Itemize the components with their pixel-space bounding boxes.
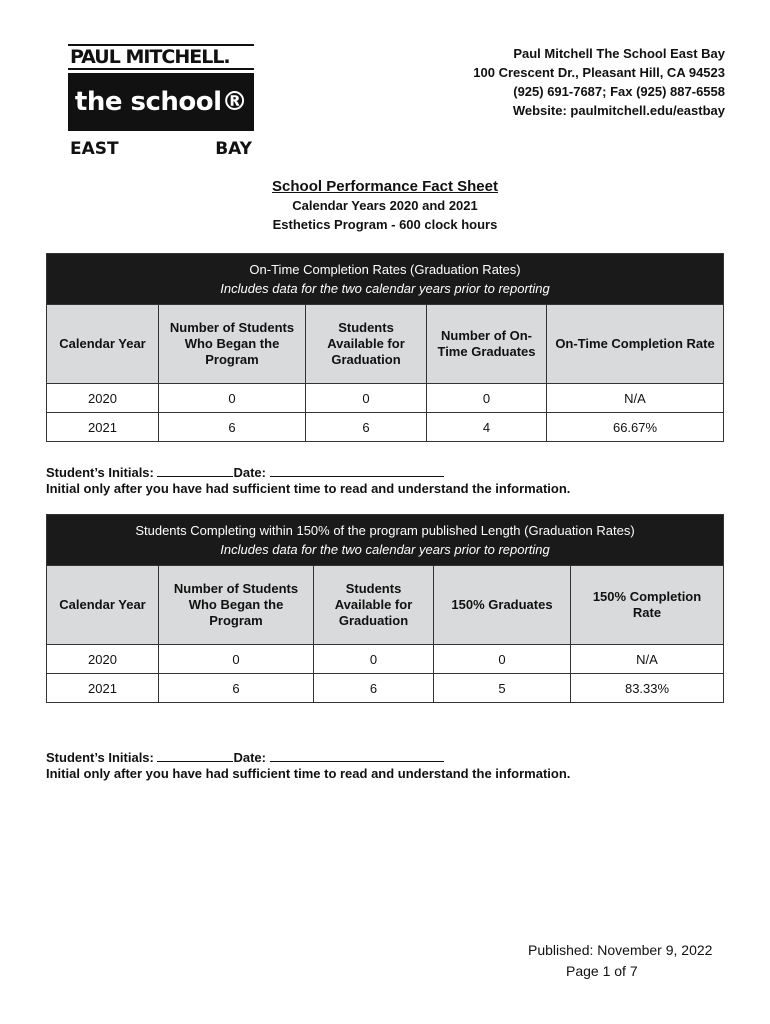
table-cell: 0 xyxy=(306,384,427,413)
date-label: Date: xyxy=(233,465,266,480)
table-row xyxy=(47,384,724,413)
table-cell: 6 xyxy=(159,413,306,442)
completion-150-table xyxy=(46,514,724,703)
logo-school-box xyxy=(68,73,254,131)
address-website: Website: paulmitchell.edu/eastbay xyxy=(512,103,725,118)
initials-note: Initial only after you have had sufficient time to read and understand the information. xyxy=(46,766,571,781)
table-banner xyxy=(47,254,724,305)
table-banner xyxy=(47,515,724,566)
column-header: Calendar Year xyxy=(47,305,159,384)
logo-location xyxy=(68,139,254,159)
table-cell: N/A xyxy=(571,645,724,674)
table-cell: 66.67% xyxy=(547,413,724,442)
logo-location-east: EAST xyxy=(70,139,119,159)
address-phone: (925) 691-7687; Fax (925) 887-6558 xyxy=(513,84,725,99)
table-banner-title: Students Completing within 150% of the program published Length (Graduation Rates) xyxy=(135,523,635,538)
on-time-completion-table xyxy=(46,253,724,442)
table-cell: 2020 xyxy=(47,645,159,674)
calendar-years: Calendar Years 2020 and 2021 xyxy=(292,198,478,213)
column-header: On-Time Completion Rate xyxy=(547,305,724,384)
initials-label: Student’s Initials: xyxy=(46,750,154,765)
logo-brand: PAUL MITCHELL. xyxy=(68,44,254,70)
table-cell: 6 xyxy=(314,674,434,703)
table-row xyxy=(47,645,724,674)
column-header: 150% Completion Rate xyxy=(571,566,724,645)
initials-line xyxy=(46,464,570,481)
table-cell: 2021 xyxy=(47,413,159,442)
table-banner-subtitle: Includes data for the two calendar years prior to reporting xyxy=(220,542,550,557)
page-footer xyxy=(528,940,712,982)
date-field[interactable] xyxy=(270,749,444,762)
table-cell: 0 xyxy=(434,645,571,674)
table-cell: 6 xyxy=(306,413,427,442)
column-header: Number of Students Who Began the Program xyxy=(159,305,306,384)
table-row xyxy=(47,413,724,442)
address-name: Paul Mitchell The School East Bay xyxy=(513,46,725,61)
initials-label: Student’s Initials: xyxy=(46,465,154,480)
table-cell: 0 xyxy=(159,384,306,413)
table-header-row xyxy=(47,305,724,384)
title-block xyxy=(0,178,770,234)
table-cell: 5 xyxy=(434,674,571,703)
student-initials-block xyxy=(46,749,570,782)
logo-school-text: the school® xyxy=(74,87,248,117)
table-cell: 2020 xyxy=(47,384,159,413)
table-cell: N/A xyxy=(547,384,724,413)
column-header: Number of Students Who Began the Program xyxy=(159,566,314,645)
table-banner-cell xyxy=(47,515,724,566)
table-cell: 6 xyxy=(159,674,314,703)
table-banner-title: On-Time Completion Rates (Graduation Rates) xyxy=(249,262,521,277)
table-cell: 0 xyxy=(427,384,547,413)
table-header-row xyxy=(47,566,724,645)
address-street: 100 Crescent Dr., Pleasant Hill, CA 94523 xyxy=(473,65,725,80)
initials-line xyxy=(46,749,570,766)
school-address xyxy=(473,44,725,120)
date-field[interactable] xyxy=(270,464,444,477)
table-cell: 4 xyxy=(427,413,547,442)
date-label: Date: xyxy=(233,750,266,765)
published-date: Published: November 9, 2022 xyxy=(528,942,713,958)
column-header: Calendar Year xyxy=(47,566,159,645)
table-cell: 0 xyxy=(314,645,434,674)
table-banner-subtitle: Includes data for the two calendar years prior to reporting xyxy=(220,281,550,296)
table-row xyxy=(47,674,724,703)
column-header: 150% Graduates xyxy=(434,566,571,645)
program-name: Esthetics Program - 600 clock hours xyxy=(272,217,498,232)
column-header: Students Available for Graduation xyxy=(314,566,434,645)
page-number: Page 1 of 7 xyxy=(566,963,638,979)
table-cell: 83.33% xyxy=(571,674,724,703)
initials-field[interactable] xyxy=(157,464,233,477)
column-header: Students Available for Graduation xyxy=(306,305,427,384)
page-title: School Performance Fact Sheet xyxy=(272,178,498,195)
school-logo xyxy=(68,44,254,159)
initials-field[interactable] xyxy=(157,749,233,762)
initials-note: Initial only after you have had sufficient time to read and understand the information. xyxy=(46,481,571,496)
table-banner-cell xyxy=(47,254,724,305)
logo-location-bay: BAY xyxy=(215,139,252,159)
student-initials-block xyxy=(46,464,570,497)
table-cell: 2021 xyxy=(47,674,159,703)
column-header: Number of On-Time Graduates xyxy=(427,305,547,384)
table-cell: 0 xyxy=(159,645,314,674)
